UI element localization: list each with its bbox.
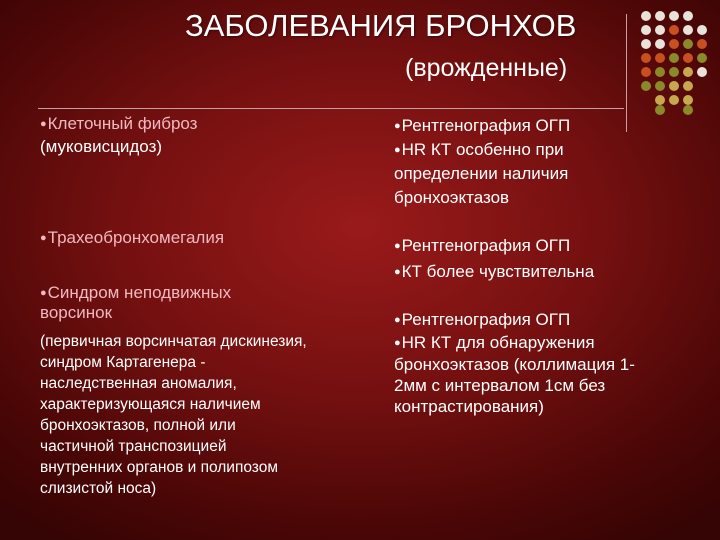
bullet-icon: ● [394,240,401,252]
description-line: частичной транспозицией [40,438,227,455]
description-line: (первичная ворсинчатая дискинезия, [40,333,307,350]
method-line: бронхоэктазов [394,188,510,207]
method-line: ●HR КТ для обнаружения [394,333,595,352]
disease-name-line: ворсинок [40,303,113,322]
dot-icon [641,67,651,77]
divider-vertical [626,14,627,132]
dot-icon [655,95,665,105]
bullet-icon: ● [40,232,47,244]
dot-icon [683,95,693,105]
dot-icon [683,53,693,63]
dot-icon [641,25,651,35]
description-line: характеризующаяся наличием [40,396,261,413]
disease-name-line: (муковисцидоз) [40,137,163,156]
bullet-icon: ● [40,118,47,130]
method-line: ●Рентгенография ОГП [394,236,571,255]
method-line: контрастирования) [394,397,544,416]
dot-icon [669,25,679,35]
dot-icon [683,11,693,21]
disease-cystic-fibrosis [40,114,197,157]
dot-icon [683,105,693,115]
method-line: определении наличия [394,164,569,183]
description-line: слизистой носа) [40,480,157,497]
slide-title: ЗАБОЛЕВАНИЯ БРОНХОВ [185,8,577,43]
methods-immotile-cilia [394,308,635,417]
dot-icon [655,11,665,21]
dot-icon [655,67,665,77]
bullet-icon: ● [394,266,401,278]
disease-description [40,331,307,499]
dot-icon [641,81,651,91]
dot-icon [669,11,679,21]
bullet-icon: ● [394,337,401,349]
dot-icon [669,67,679,77]
description-line: наследственная аномалия, [40,375,237,392]
dot-icon [683,25,693,35]
dot-icon [697,53,707,63]
description-line: бронхоэктазов, полной или [40,417,236,434]
disease-name-line: ●Клеточный фиброз [40,114,198,133]
disease-immotile-cilia [40,283,307,499]
disease-name-line: ●Трахеобронхомегалия [40,228,225,247]
dot-icon [683,67,693,77]
dot-icon [655,39,665,49]
dot-icon [641,53,651,63]
dot-icon [655,53,665,63]
description-line: внутренних органов и полипозом [40,459,279,476]
disease-tracheobronchomegaly [40,228,224,248]
methods-cystic-fibrosis [394,114,570,210]
dot-icon [655,25,665,35]
dot-icon [669,39,679,49]
dot-icon [655,81,665,91]
dot-icon [697,39,707,49]
dot-icon [683,81,693,91]
dot-icon [669,95,679,105]
bullet-icon: ● [40,287,47,299]
dot-icon [697,25,707,35]
method-line: бронхоэктазов (коллимация 1- [394,355,635,374]
dot-icon [669,53,679,63]
method-line: ●HR КТ особенно при [394,140,564,159]
bullet-icon: ● [394,144,401,156]
bullet-icon: ● [394,314,401,326]
methods-tracheobronchomegaly [394,233,594,285]
method-line: 2мм с интервалом 1см без [394,376,606,395]
dot-icon [683,39,693,49]
description-line: синдром Картагенера - [40,354,206,371]
slide-subtitle: (врожденные) [405,54,568,82]
method-line: ●Рентгенография ОГП [394,310,571,329]
bullet-icon: ● [394,120,401,132]
method-line: ●Рентгенография ОГП [394,116,571,135]
dot-icon [641,39,651,49]
disease-name-line: ●Синдром неподвижных [40,283,232,302]
dot-icon [641,11,651,21]
method-line: ●КТ более чувствительна [394,262,595,281]
dot-icon [697,67,707,77]
dot-icon [669,81,679,91]
dot-icon [655,105,665,115]
divider-horizontal [38,108,624,109]
